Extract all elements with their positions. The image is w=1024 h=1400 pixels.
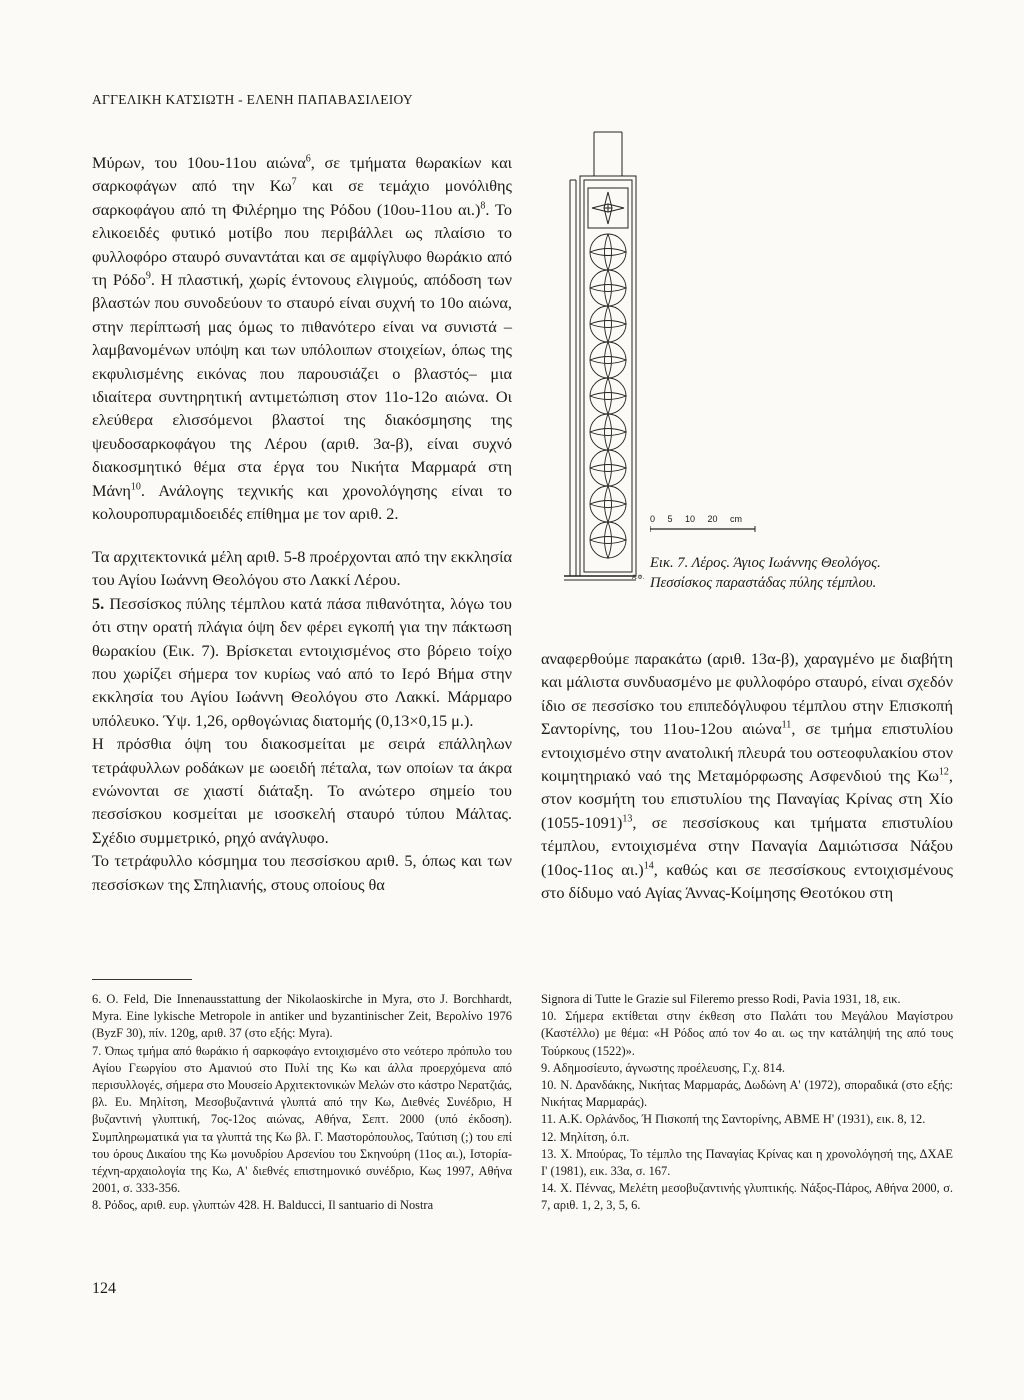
footnote-ref[interactable]: 6	[305, 153, 311, 165]
footnote: 7. Όπως τμήμα από θωράκιο ή σαρκοφάγο εντοιχισμένο στο νεότερο πρόπυλο του Αγίου Γεωργίου στο Αμανιού στο Πυλί της Κω και άλλα προερχόμενα από περισυλλογές, σήμερα στο Μουσείο Αρχιτεκτονικών Μελών στο κάστρο Νερατζιάς, βλ. Ευ. Μηλίτση, Μεσοβυζαντινά γλυπτά από την Κω, Διεθνές Συνέδριο, Η βυζαντινή γλυπτική, 7ος-12ος αιώνας, Αθήνα, Σεπτ. 2000 (υπό έκδοση). Συμπληρωματικά για τα γλυπτά της Κω βλ. Γ. Μαστορόπουλος, Ταύτιση (;) του επί του όρους Δικαίου της Κω μονυδρίου Αρσενίου του Σκηνούρη (11ος αι.), Ιστορία-τέχνη-αρχαιολογία της Κω, Α' διεθνές επιστημονικό συνέδριο, Κως 1997, Αθήνα 2001, σ. 333-356.	[92, 1043, 513, 1196]
draftsman-initials: Α.Φ.	[632, 575, 645, 581]
text-span: αναφερθούμε παρακάτω (αριθ. 13α-β), χαραγμένο με διαβήτη και μάλιστα συνδυασμένο με φυλλοφόρο σταυρό, είναι σχεδόν ίδιο σε πεσσίσκο του επιπεδόγλυφου τέμπλου στην Επισκοπή Σαντορίνης, του 11ου-12ου αιώνα	[541, 649, 953, 739]
text-span: , σε τμήμα επιστυλίου εντοιχισμένο στην ανατολική πλευρά του οστεοφυλακίου στον κοιμητηριακό ναό της Μεταμόρφωσης Ασφενδιού της Κω	[541, 719, 953, 786]
right-column	[541, 647, 953, 904]
text-span: , σε τμήματα θωρακίων και σαρκοφάγων από την Κω	[92, 153, 512, 196]
footnote-rule	[92, 979, 192, 980]
rosette-circle	[590, 450, 626, 486]
scale-label: 0 5 10 20 cm	[650, 514, 743, 524]
footnote-ref[interactable]: 14	[643, 860, 654, 872]
footnote-ref[interactable]: 9	[145, 270, 151, 282]
paragraph-4: Η πρόσθια όψη του διακοσμείται με σειρά επάλληλων τετράφυλλων ροδάκων με ωοειδή πέταλα, των οποίων τα άκρα ενώνονται σε χιαστί διάταξη. Το ανώτερο σημείο του πεσσίσκου κοσμείται με ισοσκελή σταυρό τύπου Μάλτας. Σχέδιο συμμετρικό, ρηχό ανάγλυφο.	[92, 734, 512, 847]
pilaster-drawing	[560, 128, 640, 588]
figure-caption	[650, 553, 960, 593]
rosette-circle	[590, 414, 626, 450]
footnote-ref[interactable]: 8	[480, 200, 486, 212]
text-span: . Η πλαστική, χωρίς έντονους ελιγμούς, απόδοση των βλαστών που συνοδεύουν το σταυρό είναι συχνή το 10ο αιώνα, στην περίπτωσή μας όμως το πιθανότερο είναι να συνιστά –λαμβανομένων υπόψη και των υπόλοιπων στοιχείων, όπως της εκφυλισμένης εικόνας που παρουσιάζει ο βλαστός– μια ιδιαίτερα συντηρητική αντιμετώπιση στον 11ο-12ο αιώνα. Οι ελεύθερα ελισσόμενοι βλαστοί της διακόσμησης της ψευδοσαρκοφάγου της Λέρου (αριθ. 3α-β), είναι συχνό διακοσμητικό θέμα στα έργα του Νικήτα Μαρμαρά στη Μάνη	[92, 270, 513, 500]
page-number: 124	[92, 1280, 116, 1297]
footnotes-right	[541, 991, 953, 1215]
caption-line: Πεσσίσκος παραστάδας πύλης τέμπλου.	[650, 575, 877, 591]
rosette-circle	[590, 486, 626, 522]
catalogue-number: 5.	[92, 593, 105, 613]
scale-line	[650, 526, 760, 532]
paragraph-3	[92, 592, 512, 732]
left-column-upper	[92, 151, 512, 526]
footnote: 9. Αδημοσίευτο, άγνωστης προέλευσης, Γ.χ. 814.	[541, 1060, 785, 1075]
scale-bar	[650, 514, 760, 534]
text-span: , στον κοσμήτη του επιστυλίου της Παναγίας Κρίνας στη Χίο (1055-1091)	[541, 766, 953, 832]
rosette-circle	[590, 378, 626, 414]
paragraph-right	[541, 647, 953, 904]
footnote-ref[interactable]: 12	[938, 766, 949, 778]
running-header: ΑΓΓΕΛΙΚΗ ΚΑΤΣΙΩΤΗ - ΕΛΕΝΗ ΠΑΠΑΒΑΣΙΛΕΙΟΥ	[92, 92, 413, 107]
left-column-lower	[92, 545, 512, 896]
footnote-ref[interactable]: 10	[130, 481, 141, 493]
text-span: Μύρων, του 10ου-11ου αιώνα	[92, 153, 306, 172]
footnote-ref[interactable]: 13	[622, 813, 633, 825]
footnote: 13. Χ. Μπούρας, Το τέμπλο της Παναγίας Κρίνας και η χρονολόγησή της, ΔΧΑΕ Ι' (1981), εικ. 33α, σ. 167.	[541, 1146, 953, 1179]
footnote: 12. Μηλίτση, ό.π.	[541, 1129, 630, 1144]
paragraph-5: Το τετράφυλλο κόσμημα του πεσσίσκου αριθ. 5, όπως και των πεσσίσκων της Σπηλιανής, στους οποίους θα	[92, 851, 512, 894]
text-span: Πεσσίσκος πύλης τέμπλου κατά πάσα πιθανότητα, λόγω του ότι στην ορατή πλάγια όψη δεν φέρει εγκοπή για την πάκτωση θωρακίου (Εικ. 7). Βρίσκεται εντοιχισμένος στο βόρειο τοίχο που χωρίζει σήμερα τον κυρίως ναό από το Ιερό Βήμα στην εκκλησία του Αγίου Ιωάννη Θεολόγου στο Λακκί. Μάρμαρο υπόλευκο. Ύψ. 1,26, ορθογώνιας διατομής (0,13×0,15 μ.).	[92, 593, 512, 730]
footnote: 11. Α.Κ. Ορλάνδος, Ή Πισκοπή της Σαντορίνης, ΑΒΜΕ Η' (1931), εικ. 8, 12.	[541, 1112, 926, 1127]
rosette-circle	[590, 270, 626, 306]
footnote: 6. O. Feld, Die Innenausstattung der Nikolaoskirche in Myra, στο J. Borchhardt, Myra. Eine lykische Metropole in antiker und byzantinischer Zeit, Βερολίνο 1976 (ByzF 30), πίν. 120g, αριθ. 37 (στο εξής: Myra).	[92, 992, 512, 1041]
paragraph-2: Τα αρχιτεκτονικά μέλη αριθ. 5-8 προέρχονται από την εκκλησία του Αγίου Ιωάννη Θεολόγου στο Λακκί Λέρου.	[92, 547, 512, 590]
rosette-circle	[590, 522, 626, 558]
paragraph-1	[92, 151, 512, 526]
text-span: . Ανάλογης τεχνικής και χρονολόγησης είναι το κολουροπυραμιδοειδές επίθημα με τον αριθ. 2.	[92, 480, 512, 524]
rosette-circle	[590, 306, 626, 342]
text-span: , καθώς και σε πεσσίσκους εντοιχισμένους στο δίδυμο ναό Αγίας Άννας-Κοίμησης Θεοτόκου στη	[541, 859, 953, 903]
rosette-circle	[590, 234, 626, 270]
footnotes-left	[92, 991, 512, 1215]
text-span: , σε πεσσίσκους και τμήματα επιστυλίου τέμπλου, εντοιχισμένα στην Παναγία Δαμιώτισσα Νάξου (10ος-11ος αι.)	[541, 812, 953, 879]
text-span: και σε τεμάχιο μονόλιθης σαρκοφάγου από τη Φιλέρημο της Ρόδου (10ου-11ου αι.)	[92, 176, 512, 219]
rosette-chain	[590, 234, 626, 558]
rosette-circle	[590, 342, 626, 378]
footnote: 14. Χ. Πέννας, Μελέτη μεσοβυζαντινής γλυπτικής. Νάξος-Πάρος, Αθήνα 2000, σ. 7, αριθ. 1, 2, 3, 5, 6.	[541, 1181, 953, 1213]
footnote: 10. Σήμερα εκτίθεται στην έκθεση στο Παλάτι του Μεγάλου Μαγίστρου (Καστέλλο) με θέμα: «Η Ρόδος από τον 4ο αι. ως την κατάληψή της από τους Τούρκους (1522)».	[541, 1009, 953, 1058]
text-span: . Το ελικοειδές φυτικό μοτίβο που περιβάλλει ως πλαίσιο το φυλλοφόρο σταυρό συναντάται και σε αμφίγλυφο θωράκιο από τη Ρόδο	[92, 199, 513, 290]
footnote: Signora di Tutte le Grazie sul Fileremo presso Rodi, Pavia 1931, 18, εικ.	[541, 992, 901, 1006]
footnote-ref[interactable]: 7	[291, 176, 297, 188]
footnote-ref[interactable]: 11	[781, 719, 792, 731]
caption-line: Εικ. 7. Λέρος. Άγιος Ιωάννης Θεολόγος.	[650, 555, 881, 571]
footnote: 8. Ρόδος, αριθ. ευρ. γλυπτών 428. H. Balducci, Il santuario di Nostra	[92, 1198, 434, 1213]
footnote: 10. Ν. Δρανδάκης, Νικήτας Μαρμαράς, Δωδώνη Α' (1972), σποραδικά (στο εξής: Νικήτας Μαρμαράς).	[541, 1078, 953, 1110]
